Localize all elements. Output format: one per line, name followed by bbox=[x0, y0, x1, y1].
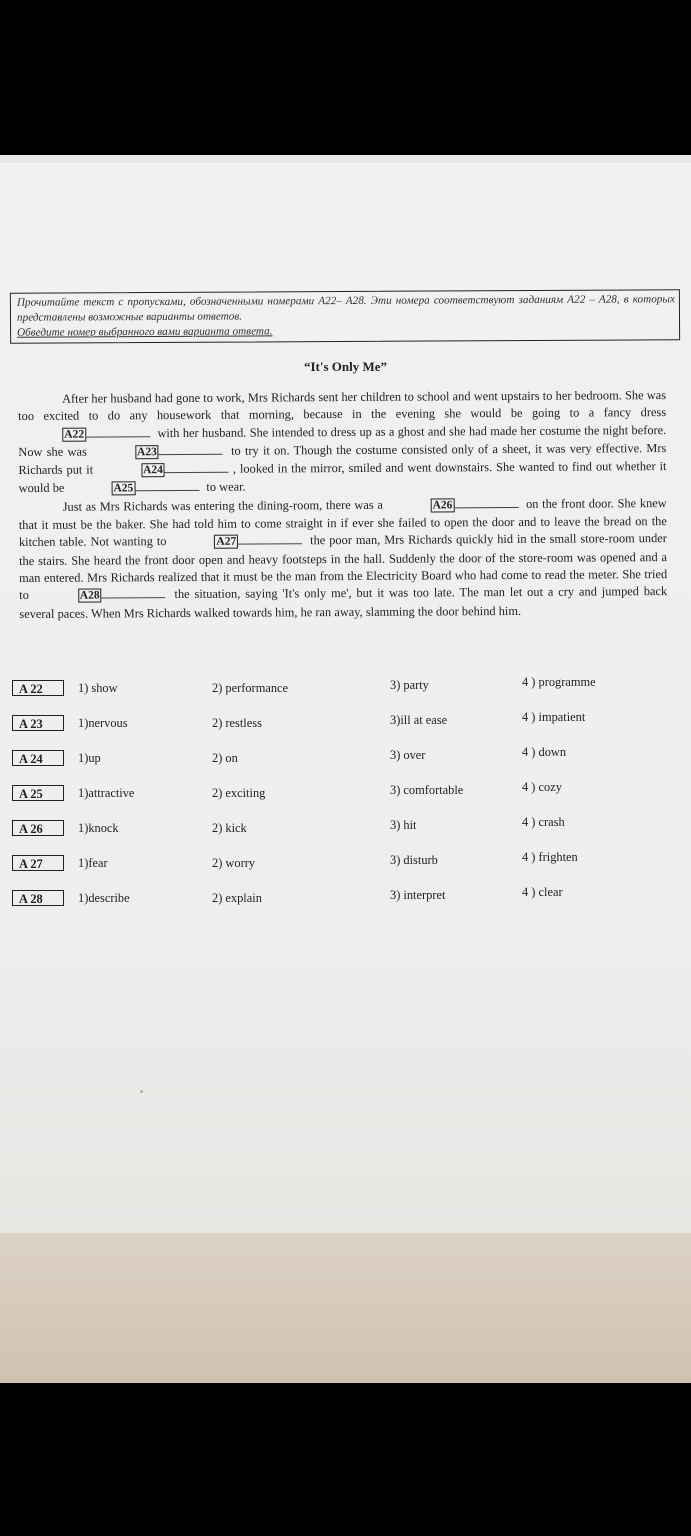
gap-label: A23 bbox=[135, 445, 159, 459]
option-2[interactable]: 2) restless bbox=[212, 716, 262, 730]
question-label: A 25 bbox=[12, 785, 64, 801]
option-4[interactable]: 4 ) frighten bbox=[522, 850, 578, 864]
option-2[interactable]: 2) exciting bbox=[212, 786, 266, 800]
passage-text: on the front door. She knew that it must be the baker. She had told him to come straight in if ever she failed to open the door and to leave the bread on the kitchen table. Not wanting to bbox=[18, 495, 667, 550]
option-1[interactable]: 1)describe bbox=[78, 891, 130, 905]
option-4[interactable]: 4 ) cozy bbox=[522, 780, 562, 794]
option-row bbox=[10, 677, 690, 712]
option-1[interactable]: 1)attractive bbox=[78, 786, 135, 800]
question-label: A 22 bbox=[12, 680, 64, 696]
option-2[interactable]: 2) performance bbox=[212, 681, 289, 695]
passage-text: with her husband. She intended to dress up as a ghost and she had made her costume the night before. Now she was bbox=[18, 422, 667, 459]
gap-a23[interactable] bbox=[91, 443, 227, 462]
option-3[interactable]: 3) over bbox=[390, 748, 426, 762]
gap-a27[interactable] bbox=[170, 533, 306, 552]
gap-label: A25 bbox=[111, 482, 135, 496]
question-label: A 24 bbox=[12, 750, 64, 766]
instructions-note: Обведите номер выбранного вами варианта ответа. bbox=[17, 325, 273, 339]
gap-label: A24 bbox=[141, 463, 165, 477]
gap-a28[interactable] bbox=[34, 586, 170, 605]
option-3[interactable]: 3) disturb bbox=[390, 853, 438, 867]
gap-label: A26 bbox=[431, 498, 455, 512]
document-content bbox=[0, 155, 691, 1383]
option-row bbox=[10, 782, 690, 817]
gap-a26[interactable] bbox=[386, 496, 522, 515]
option-row bbox=[10, 712, 690, 747]
question-label: A 28 bbox=[12, 890, 64, 906]
option-2[interactable]: 2) worry bbox=[212, 856, 256, 870]
photo bbox=[0, 155, 691, 1383]
passage bbox=[18, 387, 667, 623]
passage-text: After her husband had gone to work, Mrs Richards sent her children to school and went upstairs to her bedroom. She was too excited to do any housework that morning, because in the evening she would be going to a fancy dress bbox=[18, 388, 667, 424]
passage-text: , looked in the mirror, smiled and went downstairs. She wanted to find out whether it would be bbox=[18, 459, 667, 496]
option-4[interactable]: 4 ) impatient bbox=[522, 710, 586, 724]
gap-label: A22 bbox=[62, 427, 86, 441]
answer-options bbox=[10, 677, 690, 922]
option-row bbox=[10, 887, 690, 922]
gap-label: A28 bbox=[78, 589, 102, 603]
option-4[interactable]: 4 ) clear bbox=[522, 885, 563, 899]
option-row bbox=[10, 817, 690, 852]
option-3[interactable]: 3)ill at ease bbox=[390, 713, 448, 727]
gap-a24[interactable] bbox=[97, 461, 233, 480]
paragraph-1 bbox=[18, 387, 667, 499]
option-1[interactable]: 1)knock bbox=[78, 821, 119, 835]
option-2[interactable]: 2) on bbox=[212, 751, 238, 765]
option-4[interactable]: 4 ) programme bbox=[522, 675, 596, 689]
option-2[interactable]: 2) explain bbox=[212, 891, 262, 905]
option-2[interactable]: 2) kick bbox=[212, 821, 247, 835]
option-row bbox=[10, 747, 690, 782]
passage-text: to try it on. Though the costume consisted only of a sheet, it was very effective. Mrs Richards put it bbox=[18, 440, 667, 478]
option-1[interactable]: 1)nervous bbox=[78, 716, 128, 730]
option-row bbox=[10, 852, 690, 887]
option-3[interactable]: 3) hit bbox=[390, 818, 417, 832]
option-3[interactable]: 3) interpret bbox=[390, 888, 446, 902]
passage-text: the poor man, Mrs Richards quickly hid in the small store-room under the stairs. She heard the front door open and heavy footsteps in the hall. Suddenly the door of the store-room was opened and a man entered. Mrs Richards realized that it must be the man from the Electricity Board who had come to read the meter. She tried to bbox=[18, 531, 668, 603]
question-label: A 23 bbox=[12, 715, 64, 731]
passage-text: the situation, saying 'It's only me', but it was too late. The man let out a cry and jumped back several paces. When Mrs Richards walked towards him, he ran away, slamming the door behind him. bbox=[19, 584, 668, 621]
paragraph-2 bbox=[19, 495, 668, 623]
instructions-text: Прочитайте текст с пропусками, обозначенными номерами A22– A28. Эти номера соответствуют заданиям A22 – A28, в которых представлены возможные варианты ответов. bbox=[16, 293, 675, 324]
option-4[interactable]: 4 ) crash bbox=[522, 815, 565, 829]
text-title: “It's Only Me” bbox=[303, 359, 388, 374]
question-label: A 26 bbox=[12, 820, 64, 836]
gap-a25[interactable] bbox=[67, 479, 203, 498]
option-1[interactable]: 1)up bbox=[78, 751, 101, 765]
gap-a22[interactable] bbox=[18, 425, 154, 444]
option-1[interactable]: 1)fear bbox=[78, 856, 108, 870]
option-4[interactable]: 4 ) down bbox=[522, 745, 567, 759]
gap-label: A27 bbox=[214, 535, 238, 549]
instructions-box bbox=[10, 289, 680, 344]
passage-text: to wear. bbox=[203, 480, 246, 495]
question-label: A 27 bbox=[12, 855, 64, 871]
option-3[interactable]: 3) party bbox=[390, 678, 429, 692]
option-1[interactable]: 1) show bbox=[78, 681, 118, 695]
option-3[interactable]: 3) comfortable bbox=[390, 783, 464, 797]
passage-text: Just as Mrs Richards was entering the dining-room, there was a bbox=[62, 497, 387, 514]
